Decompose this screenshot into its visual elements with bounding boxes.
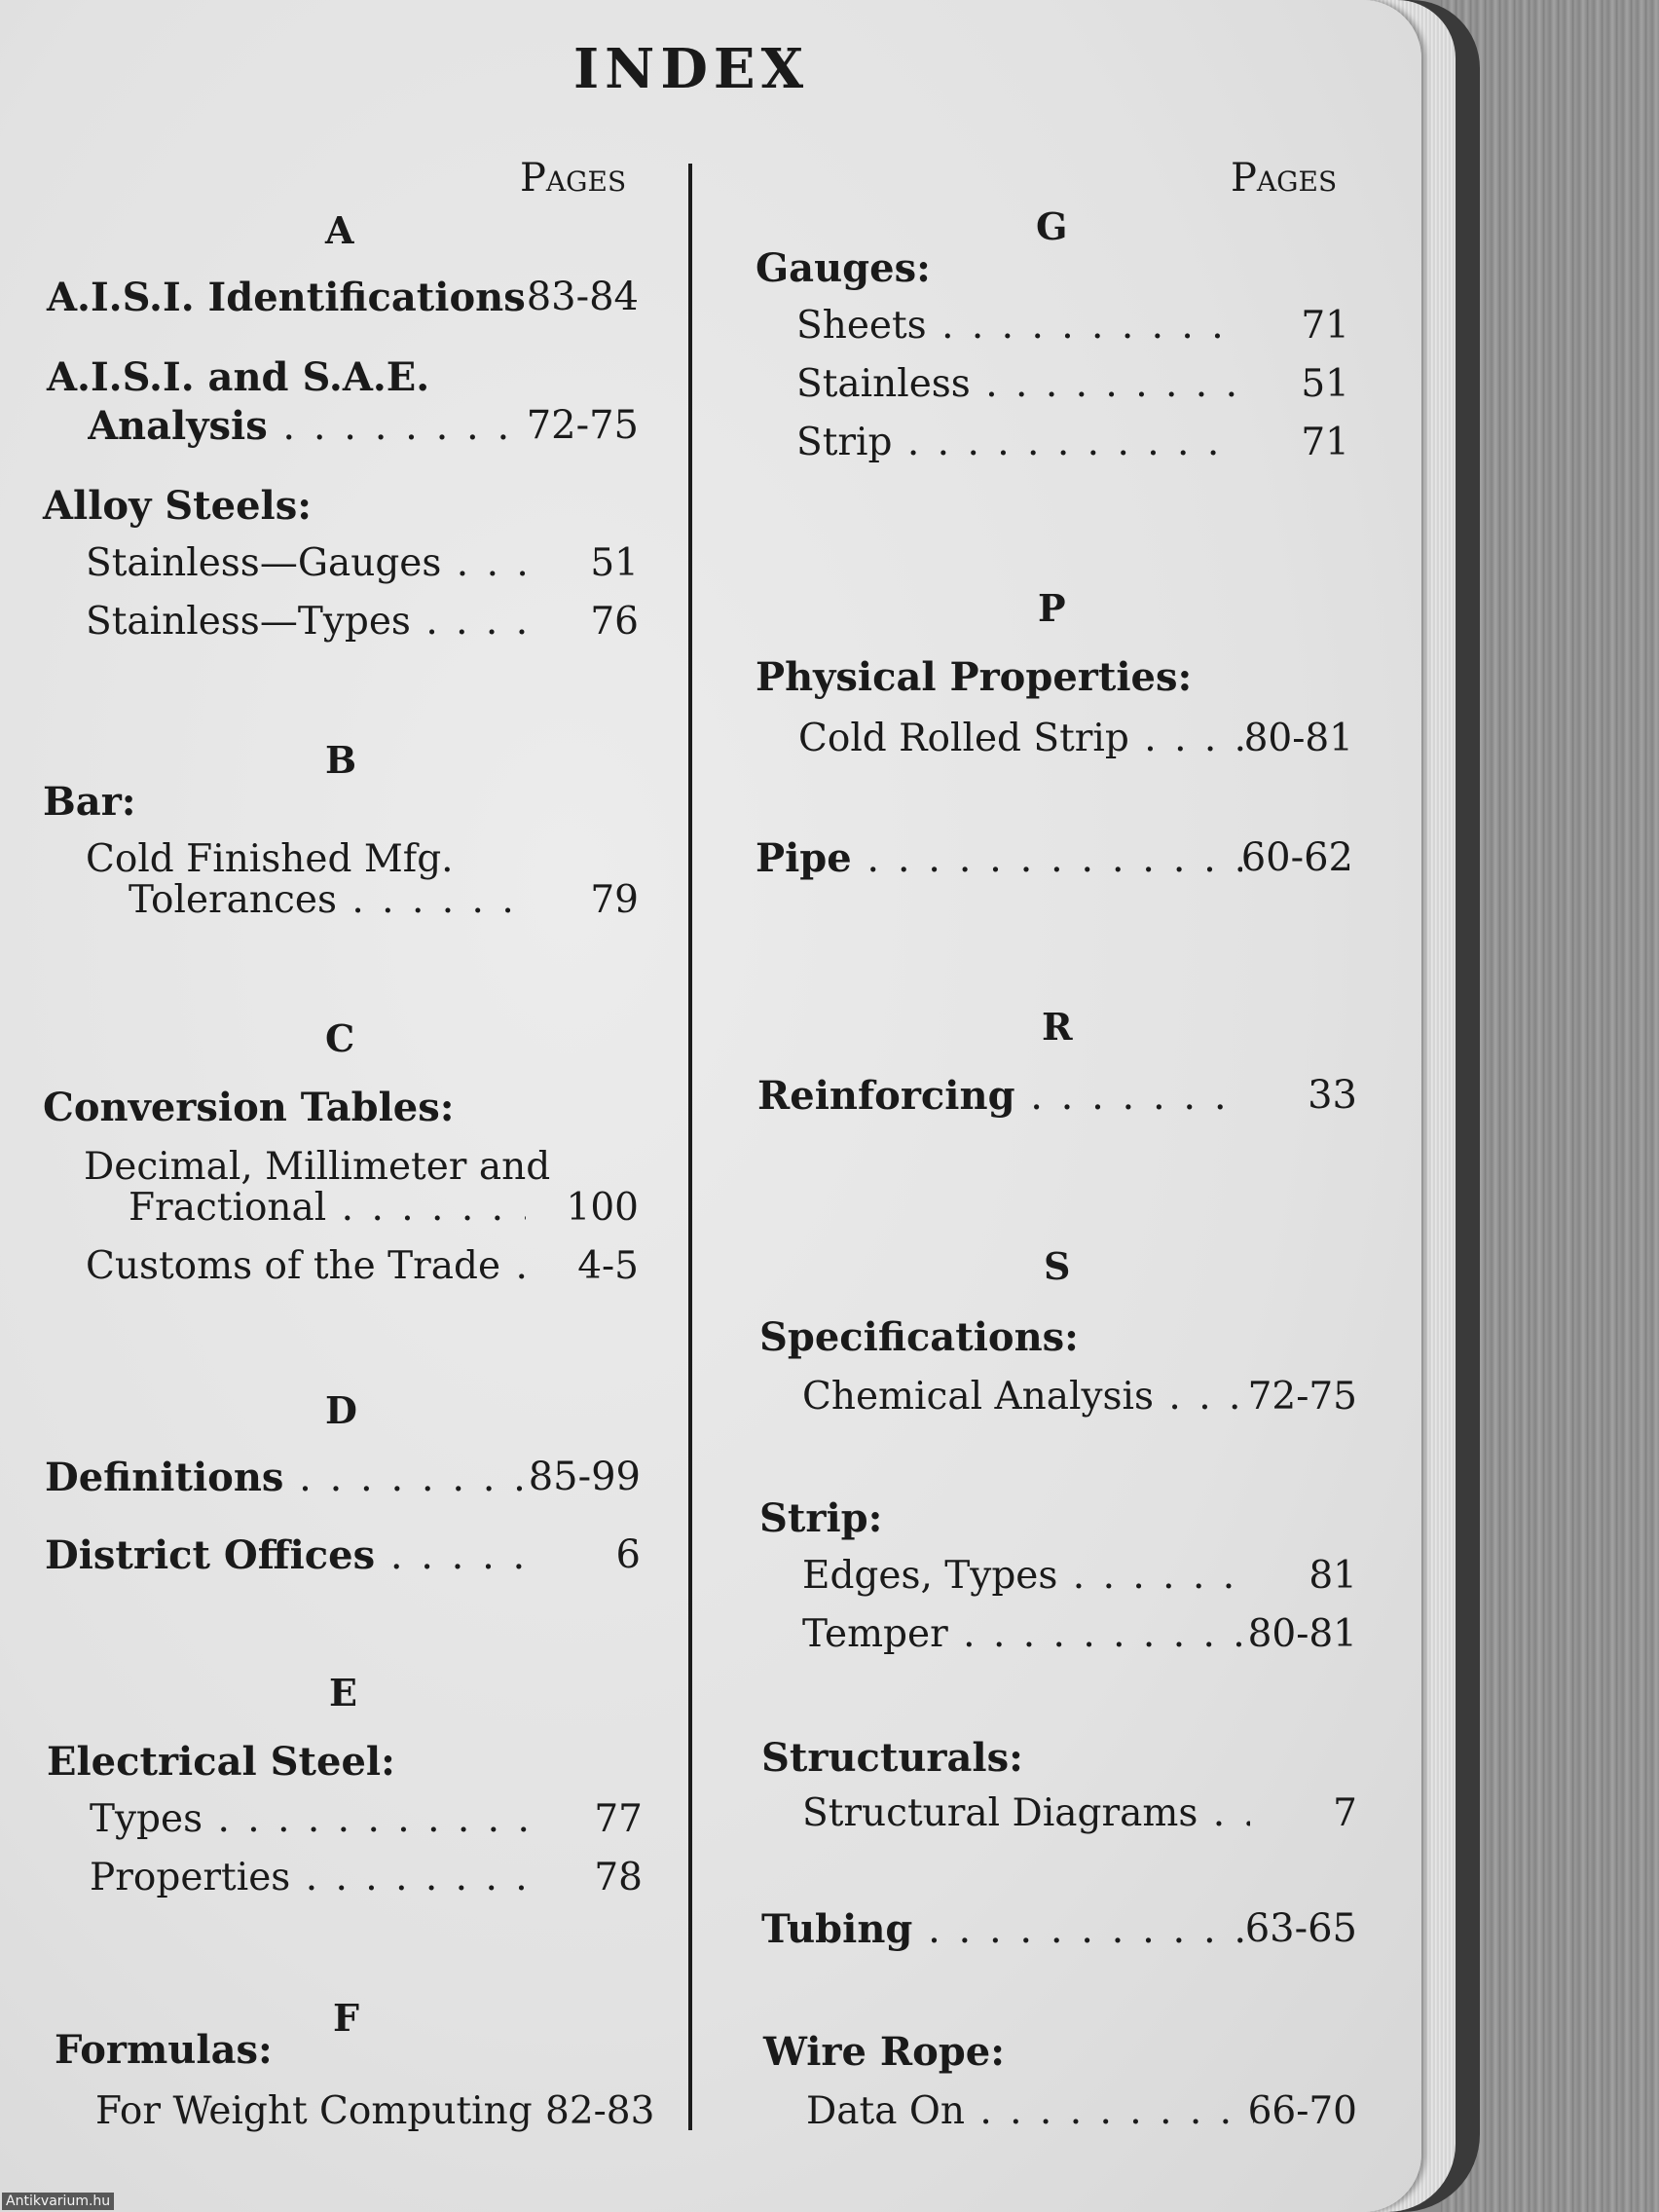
entry-label: Temper bbox=[802, 1612, 948, 1656]
entry-definitions bbox=[45, 1455, 532, 1500]
page-ref: 79 bbox=[590, 878, 639, 922]
heading-wire-rope: Wire Rope: bbox=[763, 2029, 1005, 2075]
pages-header-left: Pages bbox=[520, 156, 627, 201]
page-ref: 72-75 bbox=[526, 403, 639, 448]
page-ref: 77 bbox=[594, 1797, 643, 1841]
entry-data-on bbox=[806, 2089, 1254, 2133]
page-ref: 80-81 bbox=[1247, 1612, 1357, 1656]
entry-edges-types bbox=[802, 1554, 1250, 1598]
page-ref: 81 bbox=[1309, 1554, 1357, 1598]
letter-g: G bbox=[1036, 204, 1068, 248]
page-ref: 76 bbox=[590, 600, 639, 644]
entry-pipe bbox=[756, 835, 1242, 881]
entry-aisi-sae-analysis bbox=[88, 403, 526, 449]
heading-bar: Bar: bbox=[43, 779, 136, 825]
entry-customs bbox=[86, 1244, 526, 1288]
entry-label: Fractional bbox=[129, 1186, 327, 1230]
entry-label: Tubing bbox=[761, 1906, 913, 1952]
page-ref: 72-75 bbox=[1247, 1375, 1357, 1419]
letter-d: D bbox=[325, 1388, 357, 1432]
heading-alloy-steels: Alloy Steels: bbox=[43, 483, 313, 529]
entry-label: Reinforcing bbox=[757, 1073, 1015, 1119]
entry-label: Stainless—Types bbox=[86, 600, 411, 644]
page-ref: 60-62 bbox=[1240, 835, 1353, 880]
entry-aisi-sae: A.I.S.I. and S.A.E. bbox=[47, 354, 430, 400]
entry-label: Properties bbox=[90, 1856, 291, 1899]
entry-label: Stainless—Gauges bbox=[86, 541, 442, 585]
letter-s: S bbox=[1044, 1244, 1071, 1288]
page-ref: 80-81 bbox=[1243, 717, 1353, 760]
entry-stainless bbox=[796, 362, 1240, 406]
heading-formulas: Formulas: bbox=[55, 2027, 273, 2073]
entry-properties bbox=[90, 1856, 530, 1899]
entry-chemical-analysis bbox=[802, 1375, 1256, 1419]
heading-strip: Strip: bbox=[759, 1495, 883, 1541]
page-ref: 51 bbox=[590, 541, 639, 585]
heading-electrical-steel: Electrical Steel: bbox=[47, 1739, 395, 1785]
entry-label: Pipe bbox=[756, 835, 852, 881]
heading-structurals: Structurals: bbox=[761, 1735, 1023, 1781]
heading-gauges: Gauges: bbox=[756, 245, 931, 291]
entry-structural-diagrams bbox=[802, 1791, 1250, 1835]
letter-e: E bbox=[329, 1671, 357, 1714]
entry-cold-rolled-strip bbox=[798, 717, 1256, 760]
entry-types bbox=[90, 1797, 530, 1841]
entry-tolerances bbox=[129, 878, 526, 922]
entry-label: Types bbox=[90, 1797, 203, 1841]
heading-specifications: Specifications: bbox=[759, 1314, 1079, 1360]
letter-f: F bbox=[333, 1996, 359, 2040]
entry-label: Strip bbox=[796, 421, 893, 464]
page-title: INDEX bbox=[572, 37, 810, 101]
entry-label: Definitions bbox=[45, 1455, 284, 1500]
page-ref: 82-83 bbox=[545, 2089, 655, 2133]
entry-label: Customs of the Trade bbox=[86, 1244, 501, 1288]
page-ref: 100 bbox=[566, 1186, 639, 1230]
page-ref: 66-70 bbox=[1247, 2089, 1357, 2133]
page-ref: 7 bbox=[1333, 1791, 1357, 1835]
entry-fractional bbox=[129, 1186, 526, 1230]
page-ref: 71 bbox=[1301, 304, 1349, 348]
entry-label: District Offices bbox=[45, 1532, 376, 1578]
watermark-footer: Antikvarium.hu bbox=[2, 2193, 114, 2210]
letter-p: P bbox=[1038, 586, 1066, 630]
entry-label: Chemical Analysis bbox=[802, 1375, 1154, 1419]
page-ref: 71 bbox=[1301, 421, 1349, 464]
pages-header-right: Pages bbox=[1231, 156, 1338, 201]
page-ref: 6 bbox=[615, 1532, 641, 1577]
entry-decimal: Decimal, Millimeter and bbox=[84, 1145, 551, 1189]
entry-label: Data On bbox=[806, 2089, 965, 2133]
page-ref: 78 bbox=[594, 1856, 643, 1899]
entry-label: Structural Diagrams bbox=[802, 1791, 1198, 1835]
letter-r: R bbox=[1042, 1005, 1073, 1049]
page-ref: 33 bbox=[1308, 1073, 1357, 1118]
heading-physical-properties: Physical Properties: bbox=[756, 654, 1193, 700]
entry-cold-finished: Cold Finished Mfg. bbox=[86, 837, 454, 881]
entry-reinforcing bbox=[757, 1073, 1244, 1119]
entry-label: Analysis bbox=[88, 403, 268, 449]
letter-c: C bbox=[325, 1016, 355, 1060]
entry-label: Edges, Types bbox=[802, 1554, 1058, 1598]
entry-tubing bbox=[761, 1906, 1248, 1952]
entry-label: Sheets bbox=[796, 304, 927, 348]
letter-b: B bbox=[325, 738, 357, 782]
page-ref: 85-99 bbox=[528, 1455, 641, 1499]
entry-aisi-identifications: A.I.S.I. Identifications bbox=[47, 275, 526, 320]
entry-district-offices bbox=[45, 1532, 532, 1578]
heading-conversion-tables: Conversion Tables: bbox=[43, 1085, 455, 1130]
page-ref: 63-65 bbox=[1244, 1906, 1357, 1951]
entry-label: Cold Rolled Strip bbox=[798, 717, 1129, 760]
entry-strip bbox=[796, 421, 1240, 464]
entry-temper bbox=[802, 1612, 1250, 1656]
page-ref: 83-84 bbox=[526, 275, 639, 319]
entry-stainless-gauges bbox=[86, 541, 526, 585]
entry-stainless-types bbox=[86, 600, 526, 644]
page-ref: 51 bbox=[1301, 362, 1349, 406]
entry-label: Tolerances bbox=[129, 878, 337, 922]
letter-a: A bbox=[325, 208, 354, 252]
page-ref: 4-5 bbox=[577, 1244, 639, 1288]
entry-sheets bbox=[796, 304, 1240, 348]
entry-weight-computing: For Weight Computing bbox=[95, 2089, 533, 2133]
entry-label: Stainless bbox=[796, 362, 971, 406]
column-divider bbox=[688, 164, 692, 2130]
